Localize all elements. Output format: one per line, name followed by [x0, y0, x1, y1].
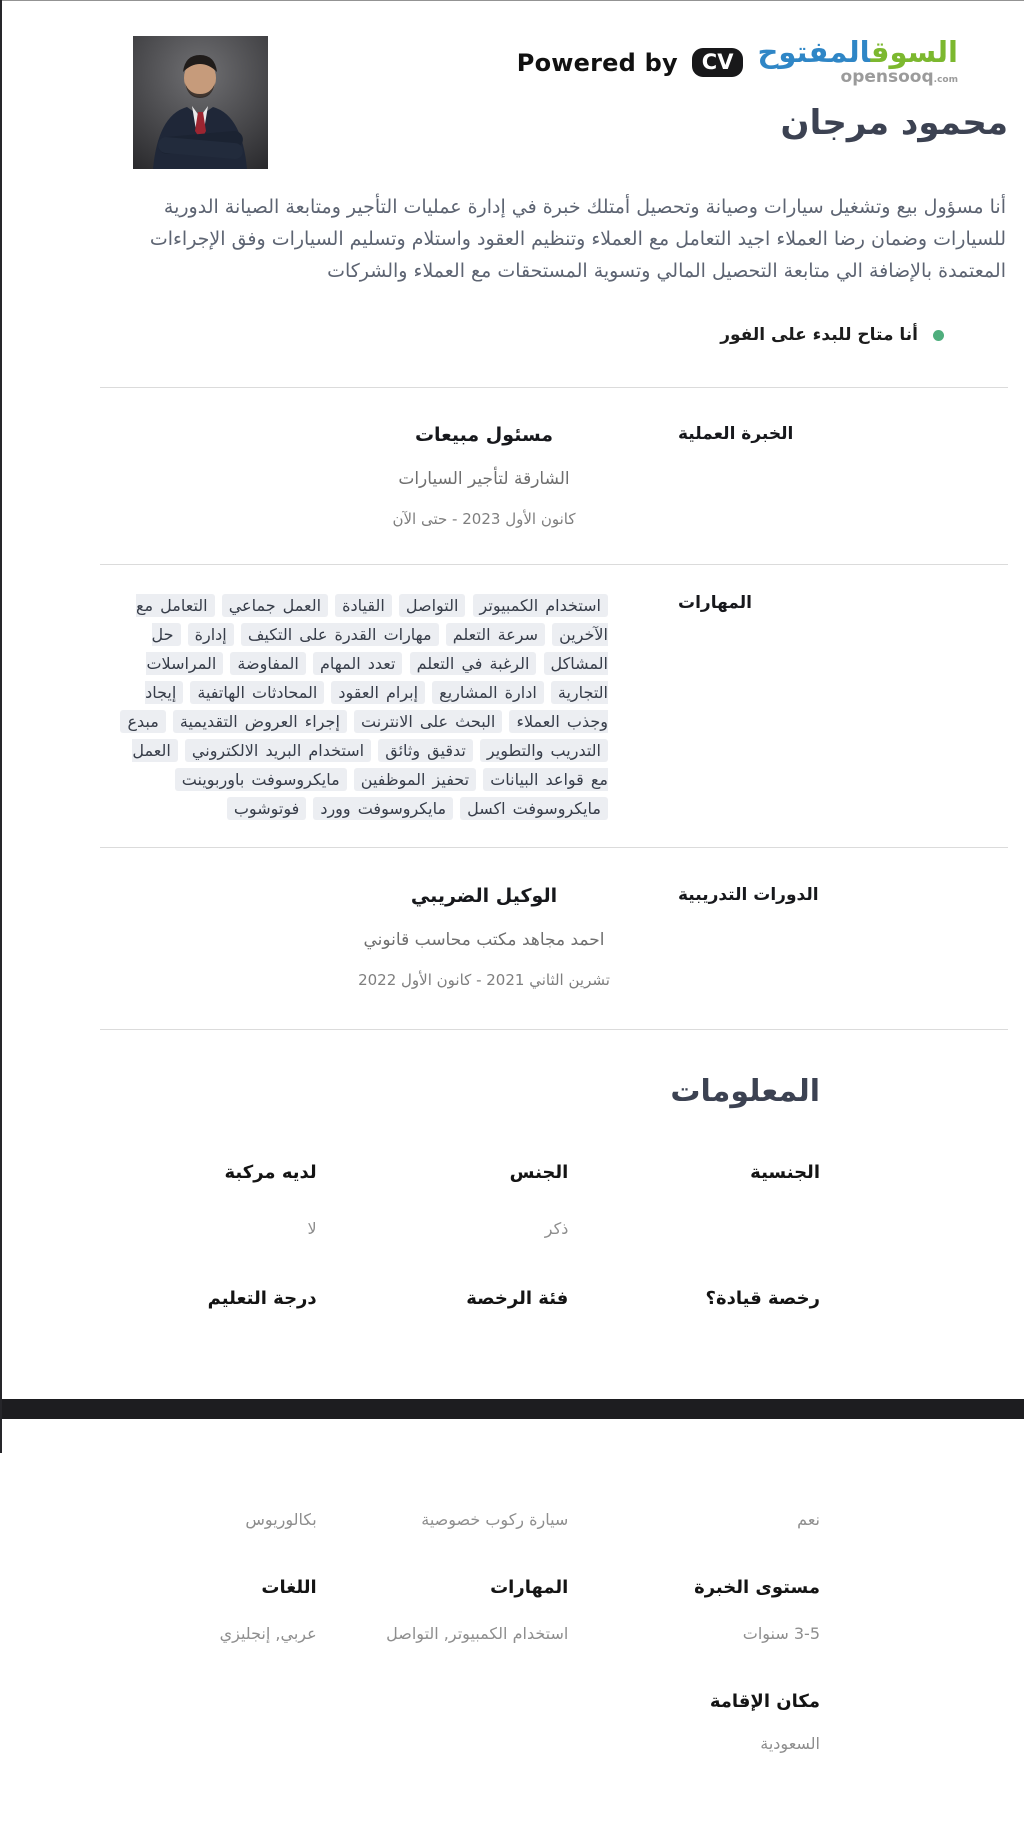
course-provider: احمد مجاهد مكتب محاسب قانوني — [363, 930, 605, 950]
training-section — [100, 848, 1008, 1029]
skill-tag: تعدد المهام — [313, 652, 403, 675]
course-period: تشرين الثاني 2021 - كانون الأول 2022 — [358, 971, 610, 989]
info-row1-labels — [95, 1160, 850, 1186]
brand-name-green: السوق — [870, 35, 958, 69]
brand-tld-text: .com — [933, 75, 958, 85]
skill-tag: مايكروسوفت وورد — [313, 797, 453, 820]
experience-content — [100, 422, 678, 528]
skills-tag-list — [120, 591, 608, 823]
info-label-residence: مكان الإقامة — [709, 1691, 820, 1712]
cv-logo: CV — [692, 48, 744, 77]
brand-name-blue: المفتوح — [757, 35, 871, 69]
info-value-has-vehicle: لا — [307, 1219, 317, 1238]
skill-tag: حل المشاكل — [151, 625, 608, 673]
company-name: الشارقة لتأجير السيارات — [398, 469, 570, 489]
course-title: الوكيل الضريبي — [410, 885, 558, 907]
skill-tag: المفاوضة — [230, 652, 305, 675]
info-row3-labels — [95, 1575, 850, 1601]
info-value-education-degree: بكالوريوس — [245, 1510, 317, 1529]
info-value-residence: السعودية — [760, 1734, 820, 1753]
skill-tag: تدقيق وثائق — [378, 739, 473, 762]
opensooq-logo — [757, 36, 958, 89]
training-content — [100, 883, 678, 989]
divider — [100, 1029, 1008, 1030]
info-value-driving-license: نعم — [797, 1510, 820, 1529]
availability-dot-icon — [933, 330, 944, 341]
section-title-experience: الخبرة العملية — [678, 424, 794, 444]
skill-tag: استخدام الكمبيوتر — [473, 594, 608, 617]
skills-content — [100, 591, 678, 823]
info-value-nationality — [598, 1218, 850, 1240]
skill-tag: تحفيز الموظفين — [354, 768, 476, 791]
info-row3-values — [95, 1623, 850, 1645]
experience-section — [100, 388, 1008, 564]
info-label-license-category: فئة الرخصة — [466, 1288, 569, 1309]
screenshot-top-edge — [0, 0, 1024, 1]
info-row4-label — [95, 1689, 850, 1715]
info-value-experience-level: 3-5 سنوات — [742, 1624, 820, 1643]
skill-tag: البحث على الانترنت — [354, 710, 502, 733]
skill-tag: مهارات القدرة على التكيف — [241, 623, 439, 646]
availability-text: أنا متاح للبدء على الفور — [720, 325, 918, 345]
skill-tag: العمل مع قواعد البيانات — [132, 741, 608, 789]
brand-domain-text: opensooq — [840, 67, 934, 87]
info-label-education-degree: درجة التعليم — [207, 1288, 317, 1309]
info-label-nationality: الجنسية — [750, 1162, 820, 1183]
person-name: محمود مرجان — [780, 103, 1008, 143]
profile-summary: أنا مسؤول بيع وتشغيل سيارات وصيانة وتحصيل أمتلك خبرة في إدارة عمليات التأجير ومتابعة الصيانة الدورية للسيارات وضمان رضا العملاء اجيد التعامل مع العملاء وتنظيم العقود واستلام وتسليم السيارات وفق الإجراءات المعتمدة بالإضافة الي متابعة التحصيل المالي وتسوية المستحقات مع العملاء والشركات — [149, 196, 1006, 282]
skill-tag: إدارة — [188, 623, 234, 646]
info-value-skills: استخدام الكمبيوتر, التواصل — [386, 1624, 569, 1643]
screenshot-left-edge — [0, 0, 2, 1453]
skill-tag: مبدع — [120, 710, 165, 733]
info-row2-values — [95, 1509, 850, 1531]
skill-tag: التواصل — [399, 594, 466, 617]
powered-by-label: Powered by — [516, 48, 678, 77]
profile-photo — [133, 36, 268, 169]
info-value-languages: عربي, إنجليزي — [219, 1624, 317, 1643]
skill-tag: العمل جماعي — [222, 594, 328, 617]
info-label-skills: المهارات — [490, 1577, 569, 1598]
skill-tag: إجراء العروض التقديمية — [173, 710, 347, 733]
job-title: مسئول مبيعات — [414, 424, 554, 446]
skill-tag: الرغبة في التعلم — [410, 652, 537, 675]
skill-tag: فوتوشوب — [227, 797, 306, 820]
section-title-training: الدورات التدريبية — [678, 885, 819, 905]
page-break-bar — [0, 1399, 1024, 1419]
skill-tag: استخدام البريد الالكتروني — [185, 739, 371, 762]
info-label-has-vehicle: لديه مركبة — [224, 1162, 317, 1183]
info-label-experience-level: مستوى الخبرة — [694, 1577, 820, 1598]
info-label-gender: الجنس — [509, 1162, 569, 1183]
info-section-title: المعلومات — [670, 1074, 820, 1109]
header-right — [268, 36, 1024, 169]
skill-tag: القيادة — [335, 594, 392, 617]
opensooq-arabic-wordmark — [757, 36, 958, 68]
info-value-gender: ذكر — [544, 1219, 569, 1238]
info-label-languages: اللغات — [261, 1577, 317, 1598]
powered-by-row — [517, 36, 958, 89]
skill-tag: التعامل مع الآخرين — [135, 596, 608, 644]
skill-tag: إيجاد وجذب العملاء — [145, 683, 608, 731]
skill-tag: ادارة المشاريع — [432, 681, 544, 704]
opensooq-domain — [841, 68, 958, 89]
info-row1-values — [95, 1218, 850, 1240]
info-row2-labels — [95, 1286, 850, 1312]
header — [0, 0, 1024, 169]
skill-tag: إبرام العقود — [331, 681, 425, 704]
skills-section — [100, 565, 1008, 847]
skill-tag: مايكروسوفت باوربوينت — [175, 768, 347, 791]
info-value-license-category: سيارة ركوب خصوصية — [421, 1510, 569, 1529]
section-title-skills: المهارات — [678, 593, 752, 613]
skill-tag: المراسلات التجارية — [146, 654, 608, 702]
experience-period: كانون الأول 2023 - حتى الآن — [392, 510, 576, 528]
skill-tag: المحادثات الهاتفية — [190, 681, 324, 704]
info-label-driving-license: رخصة قيادة؟ — [705, 1288, 820, 1309]
info-row4-value — [95, 1733, 850, 1755]
skill-tag: سرعة التعلم — [446, 623, 545, 646]
availability-status — [0, 325, 944, 345]
skill-tag: التدريب والتطوير — [480, 739, 608, 762]
skill-tag: مايكروسوفت اكسل — [460, 797, 608, 820]
